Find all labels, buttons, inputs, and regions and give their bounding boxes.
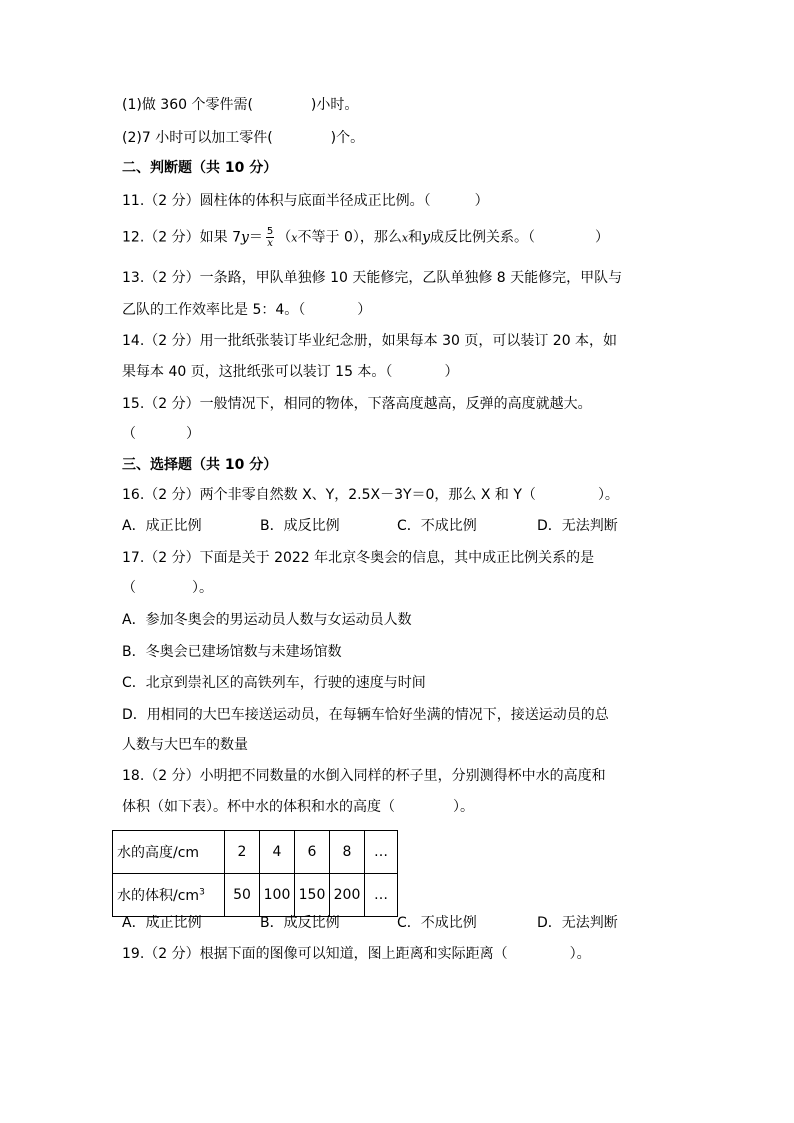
question-15-line1: 15.（2 分）一般情况下，相同的物体，下落高度越高，反弹的高度就越大。 [122,396,592,412]
q10-sub2-text: (2)7 小时可以加工零件( [122,130,273,146]
q14-line2-text: 果每本 40 页，这批纸张可以装订 15 本。（ [122,364,393,380]
q17-paren-open: （ [122,580,136,596]
q16-end: ）。 [597,487,619,503]
q17-end: ）。 [192,580,213,596]
q18-option-a[interactable]: A．成正比例 [122,915,202,931]
volume-unit-superscript: 3 [199,887,205,898]
q16-option-a[interactable]: A．成正比例 [122,518,202,534]
question-12 [122,226,609,249]
q16-option-c[interactable]: C．不成比例 [397,518,477,534]
q16-text: 16.（2 分）两个非零自然数 X、Y，2.5X－3Y＝0，那么 X 和 Y（ [122,487,536,503]
q18-option-d[interactable]: D．无法判断 [537,915,618,931]
table-row [113,874,398,917]
q10-sub1 [122,95,358,115]
q18-line2-text: 体积（如下表）。杯中水的体积和水的高度（ [122,799,395,815]
table-cell: 100 [260,874,295,917]
table-cell: 150 [295,874,330,917]
question-18-line1: 18.（2 分）小明把不同数量的水倒入同样的杯子里，分别测得杯中水的高度和 [122,768,606,784]
question-14-line1: 14.（2 分）用一批纸张装订毕业纪念册，如果每本 30 页，可以装订 20 本，如 [122,333,618,349]
q15-end: ） [186,426,200,442]
q15-paren-open: （ [122,426,136,442]
table-cell: … [365,874,398,917]
q13-end: ） [357,302,372,318]
q10-sub2 [122,128,364,148]
table-cell: 200 [330,874,365,917]
var-y: y [240,229,249,246]
table-cell: 50 [225,874,260,917]
var-x: x [291,231,298,245]
q10-sub1-end: )小时。 [310,97,359,113]
question-13-line1: 13.（2 分）一条路，甲队单独修 10 天能修完，乙队单独修 8 天能修完，甲队与 [122,270,623,286]
q10-sub2-end: )个。 [330,130,365,146]
q12-and: 和 [408,229,423,246]
question-16 [122,485,619,505]
q17-option-d-line1[interactable]: D．用相同的大巴车接送运动员，在每辆车恰好坐满的情况下，接送运动员的总 [122,707,609,723]
water-table [112,830,398,917]
section-title-judgment: 二、判断题（共 10 分） [122,160,278,176]
q17-option-d-line2[interactable]: 人数与大巴车的数量 [122,737,248,753]
q14-end: ） [444,364,459,380]
q17-option-c[interactable]: C．北京到崇礼区的高铁列车，行驶的速度与时间 [122,675,426,691]
question-17-line1: 17.（2 分）下面是关于 2022 年北京冬奥会的信息，其中成正比例关系的是 [122,550,595,566]
question-13-line2 [122,300,371,320]
q11-text: 11.（2 分）圆柱体的体积与底面半径成正比例。（ [122,193,431,209]
var-x: x [401,231,409,245]
q16-option-d[interactable]: D．无法判断 [537,518,618,534]
question-15-line2 [122,424,200,444]
fraction-numerator: 5 [266,226,274,237]
q19-text: 19.（2 分）根据下面的图像可以知道，图上距离和实际距离（ [122,946,508,962]
q18-end: ）。 [453,799,474,815]
q19-end: ）。 [569,946,591,962]
table-cell: 2 [225,831,260,874]
question-18-line2 [122,797,474,817]
volume-label: 水的体积/cm [117,888,200,904]
q12-mid: 不等于 0），那么 [297,229,402,246]
table-header-height: 水的高度/cm [113,831,225,874]
table-row [113,831,398,874]
table-header-volume [113,874,225,917]
fraction [266,226,274,249]
q12-suffix: 成反比例关系。（ [430,229,535,246]
q17-option-b[interactable]: B．冬奥会已建场馆数与未建场馆数 [122,644,342,660]
table-cell: 8 [330,831,365,874]
q13-line2-text: 乙队的工作效率比是 5：4。（ [122,302,306,318]
table-cell: … [365,831,398,874]
q12-end: ） [595,229,609,246]
q12-prefix: 12.（2 分）如果 7 [122,229,241,246]
question-17-line2 [122,578,213,598]
q12-paren-open: （ [277,229,292,246]
question-19 [122,944,591,964]
q11-end: ） [474,193,489,209]
equals-sign: ＝ [248,229,263,246]
table-cell: 6 [295,831,330,874]
section-title-choice: 三、选择题（共 10 分） [122,457,278,473]
table-cell: 4 [260,831,295,874]
q16-option-b[interactable]: B．成反比例 [260,518,340,534]
q17-option-a[interactable]: A．参加冬奥会的男运动员人数与女运动员人数 [122,612,412,628]
q10-sub1-text: (1)做 360 个零件需( [122,97,253,113]
q18-option-b[interactable]: B．成反比例 [260,915,340,931]
q18-option-c[interactable]: C．不成比例 [397,915,477,931]
var-y: y [422,229,430,246]
fraction-denominator: x [267,238,273,249]
question-14-line2 [122,362,458,382]
question-11 [122,191,489,211]
